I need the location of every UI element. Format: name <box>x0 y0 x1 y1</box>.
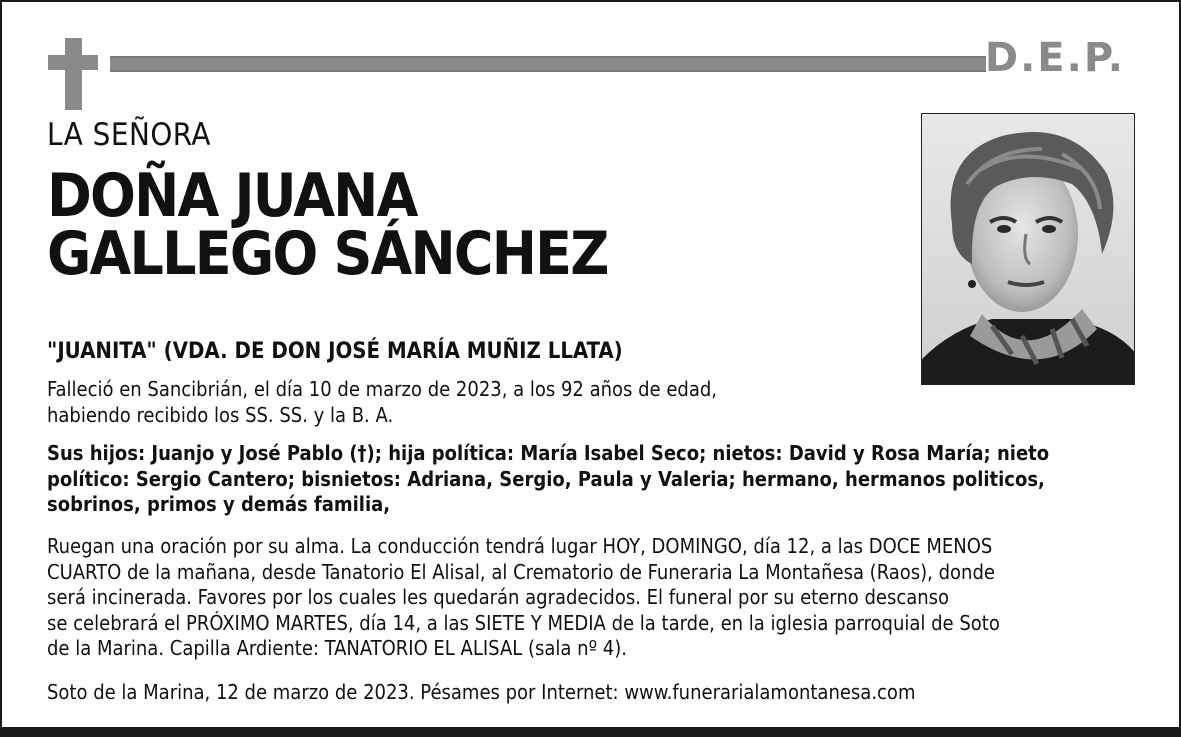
family-paragraph <box>47 441 1049 518</box>
text-line: sobrinos, primos y demás familia, <box>47 492 391 516</box>
cross-icon <box>48 38 98 110</box>
text-line: Ruegan una oración por su alma. La conducción tendrá lugar HOY, DOMINGO, día 12, a las DOCE MENOS <box>47 534 993 558</box>
deceased-alias: "JUANITA" (VDA. DE DON JOSÉ MARÍA MUÑIZ LLATA) <box>47 339 623 364</box>
text-line: será incinerada. Favores por los cuales les quedarán agradecidos. El funeral por su eterno descanso <box>47 585 950 609</box>
ceremony-paragraph <box>47 534 1000 662</box>
death-notice-paragraph <box>47 377 717 428</box>
intro-title: LA SEÑORA <box>47 117 211 153</box>
footer-line: Soto de la Marina, 12 de marzo de 2023. Pésames por Internet: www.funerarialamontanesa.com <box>47 680 916 704</box>
deceased-name <box>47 161 608 289</box>
portrait-photo <box>921 113 1135 385</box>
text-line: habiendo recibido los SS. SS. y la B. A. <box>47 402 394 427</box>
text-line: político: Sergio Cantero; bisnietos: Adriana, Sergio, Paula y Valeria; hermano, hermanos politicos, <box>47 466 1045 491</box>
name-line-1: DOÑA JUANA <box>47 161 417 231</box>
text-line: de la Marina. Capilla Ardiente: TANATORIO EL ALISAL (sala nº 4). <box>47 636 627 660</box>
header-rule <box>110 56 986 72</box>
text-line: se celebrará el PRÓXIMO MARTES, día 14, a las SIETE Y MEDIA de la tarde, en la iglesia parroquial de Soto <box>47 610 1000 635</box>
name-line-2: GALLEGO SÁNCHEZ <box>47 219 608 289</box>
text-line: Sus hijos: Juanjo y José Pablo (†); hija política: María Isabel Seco; nietos: David y Rosa María; nieto <box>47 441 1050 465</box>
text-line: Falleció en Sancibrián, el día 10 de marzo de 2023, a los 92 años de edad, <box>47 377 717 401</box>
text-line: CUARTO de la mañana, desde Tanatorio El Alisal, al Crematorio de Funeraria La Montañesa (Raos), donde <box>47 559 995 584</box>
dep-label: D.E.P. <box>984 35 1125 81</box>
